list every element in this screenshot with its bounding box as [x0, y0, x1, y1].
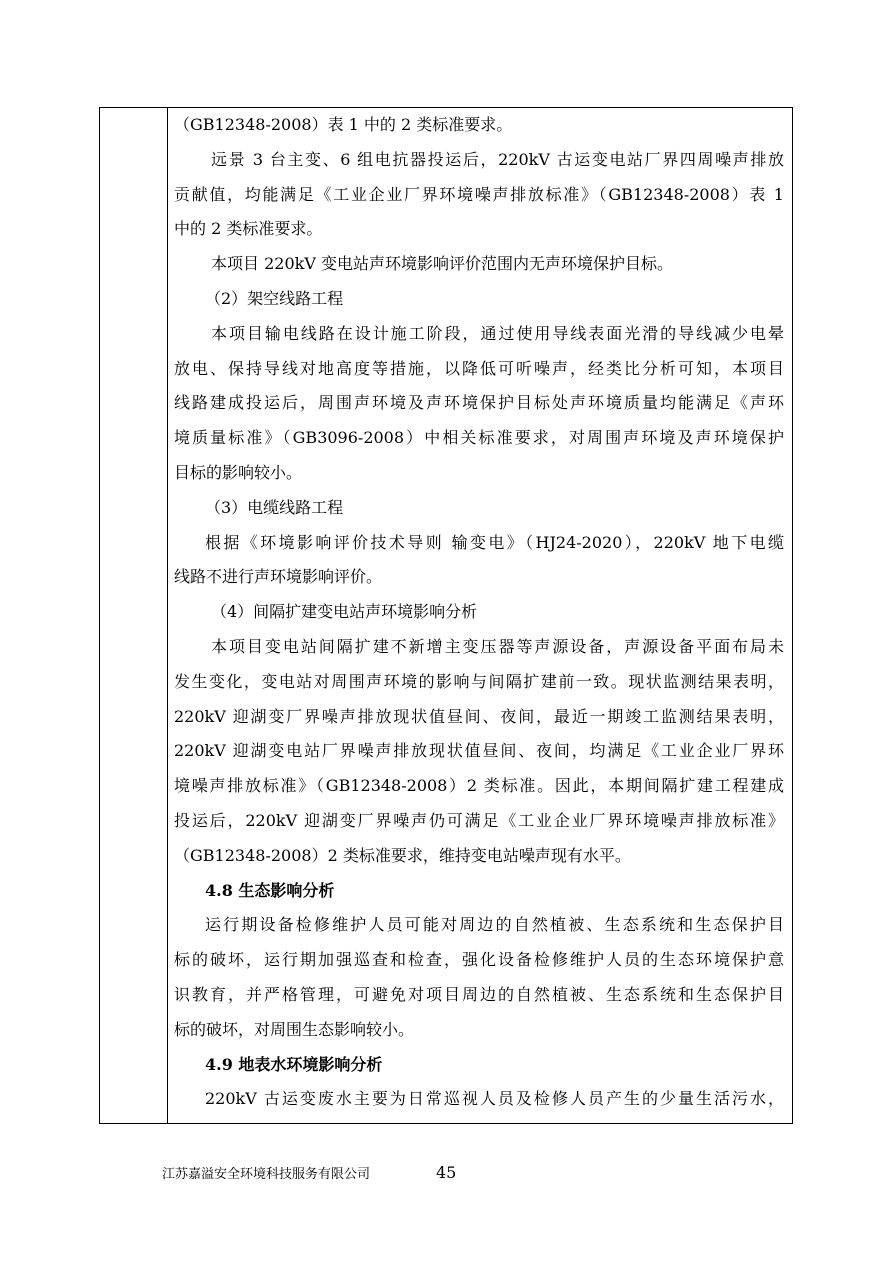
- section-heading: 4.8 生态影响分析: [205, 880, 335, 900]
- subheading: （4）间隔扩建变电站声环境影响分析: [211, 602, 478, 622]
- text-line: 放电、保持导线对地高度等措施，以降低可听噪声，经类比分析可知，本项目: [174, 358, 784, 378]
- text-line: 投运后，220kV 迎湖变厂界噪声仍可满足《工业企业厂界环境噪声排放标准》: [174, 810, 784, 830]
- text-line: 本项目变电站间隔扩建不新增主变压器等声源设备，声源设备平面布局未: [211, 636, 784, 656]
- body-text: [174, 108, 784, 1117]
- text-line: 运行期设备检修维护人员可能对周边的自然植被、生态系统和生态保护目: [205, 915, 784, 935]
- subheading: （3）电缆线路工程: [205, 497, 344, 517]
- text-line: 本项目输电线路在设计施工阶段，通过使用导线表面光滑的导线减少电晕: [211, 323, 784, 343]
- text-line: 根据《环境影响评价技术导则 输变电》（HJ24-2020），220kV 地下电缆: [205, 532, 784, 552]
- text-line: 标的破坏，对周围生态影响较小。: [174, 1019, 415, 1039]
- text-line: 220kV 迎湖变厂界噪声排放现状值昼间、夜间，最近一期竣工监测结果表明，: [174, 706, 784, 726]
- left-column: [100, 108, 168, 1123]
- text-line: 发生变化，变电站对周围声环境的影响与间隔扩建前一致。现状监测结果表明，: [174, 671, 784, 691]
- text-line: 线路不进行声环境影响评价。: [174, 567, 383, 587]
- page-number: 45: [436, 1163, 457, 1182]
- text-line: 中的 2 类标准要求。: [174, 219, 323, 239]
- text-line: 220kV 迎湖变电站厂界噪声排放现状值昼间、夜间，均满足《工业企业厂界环: [174, 741, 784, 761]
- text-line: （GB12348-2008）表 1 中的 2 类标准要求。: [174, 115, 513, 134]
- text-line: 线路建成投运后，周围声环境及声环境保护目标处声环境质量均能满足《声环: [174, 393, 784, 413]
- footer-company: 江苏嘉溢安全环境科技服务有限公司: [162, 1167, 371, 1182]
- text-line: 220kV 古运变废水主要为日常巡视人员及检修人员产生的少量生活污水，: [205, 1089, 784, 1109]
- text-line: 贡献值，均能满足《工业企业厂界环境噪声排放标准》（GB12348-2008）表 1: [174, 184, 784, 204]
- section-heading: 4.9 地表水环境影响分析: [205, 1054, 383, 1074]
- text-line: 境噪声排放标准》（GB12348-2008）2 类标准。因此，本期间隔扩建工程建成: [174, 776, 784, 796]
- text-line: 远景 3 台主变、6 组电抗器投运后，220kV 古运变电站厂界四周噪声排放: [211, 149, 784, 169]
- text-line: 目标的影响较小。: [174, 462, 303, 482]
- text-line: 标的破坏，运行期加强巡查和检查，强化设备检修维护人员的生态环境保护意: [174, 950, 784, 970]
- text-line: （GB12348-2008）2 类标准要求，维持变电站噪声现有水平。: [174, 845, 631, 865]
- subheading: （2）架空线路工程: [205, 288, 344, 308]
- text-line: 境质量标准》（GB3096-2008）中相关标准要求，对周围声环境及声环境保护: [174, 428, 784, 448]
- text-line: 本项目 220kV 变电站声环境影响评价范围内无声环境保护目标。: [211, 254, 673, 274]
- text-line: 识教育，并严格管理，可避免对项目周边的自然植被、生态系统和生态保护目: [174, 984, 784, 1004]
- content-table: [99, 107, 793, 1124]
